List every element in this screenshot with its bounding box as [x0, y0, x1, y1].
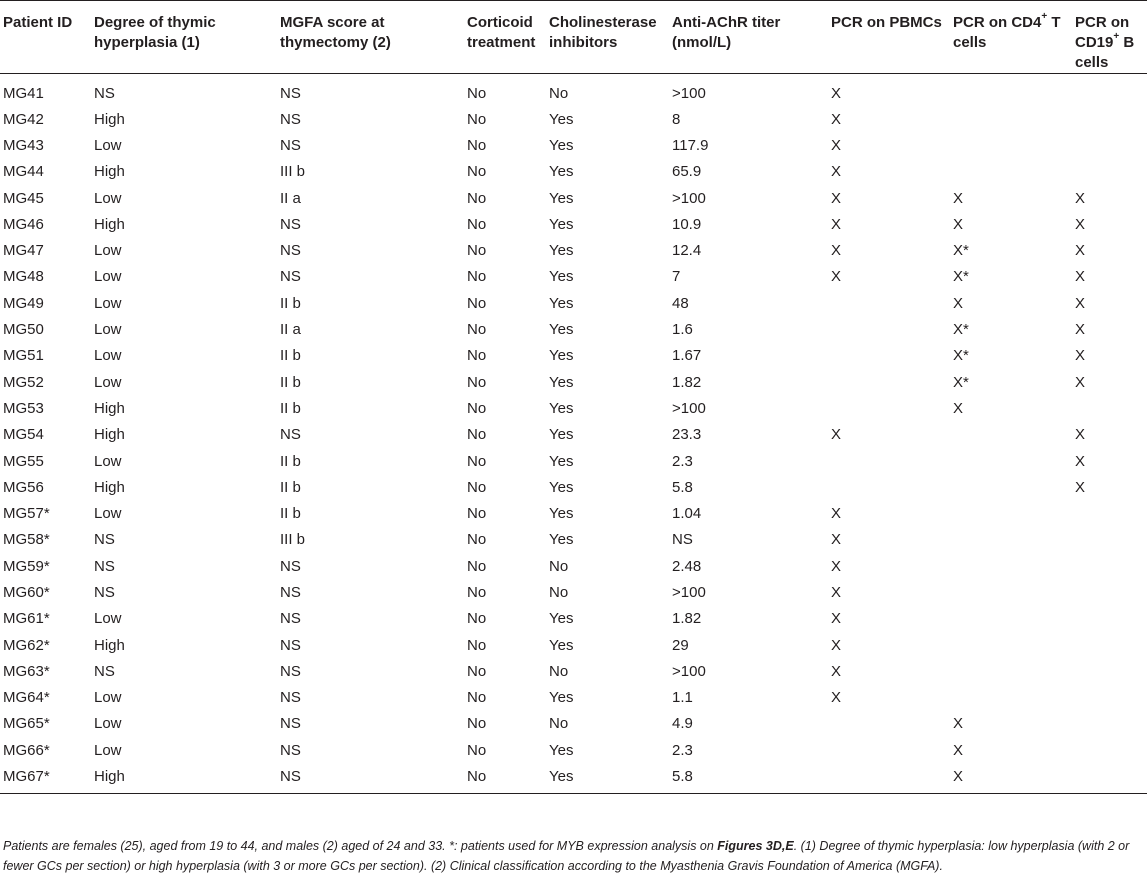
- cell-thymic-hyperplasia: Low: [94, 347, 122, 365]
- cell-pcr-cd4: [950, 632, 1072, 658]
- cell-corticoid: No: [467, 557, 487, 575]
- cell-thymic-hyperplasia: NS: [94, 583, 115, 601]
- cell-pcr-cd19: [1072, 659, 1147, 685]
- cell-corticoid: No: [467, 610, 487, 628]
- cell-mgfa-score: II b: [280, 505, 301, 523]
- footnote-text-continued: . (1) Degree of thymic hyperplasia: low hyperplasia (with 2 or fewer GCs per section) or high hyperplasia (with 3 or more GCs per section). (2) Clinical classification according to the Myasthenia Gravis Foundation of America (MGFA).: [3, 838, 1130, 873]
- cell-patient-id: MG58*: [3, 531, 50, 549]
- cell-anti-achr-titer: 12.4: [672, 242, 702, 260]
- col-header-cholinesterase: Cholinesterase inhibitors: [546, 1, 669, 74]
- cell-thymic-hyperplasia: High: [94, 163, 125, 181]
- cell-mgfa-score: NS: [280, 583, 301, 601]
- table-row: [0, 264, 1147, 290]
- cell-patient-id: MG48: [3, 268, 44, 286]
- cell-cholinesterase: Yes: [549, 242, 574, 260]
- cell-mgfa-score: II a: [280, 321, 301, 339]
- cell-patient-id: MG54: [3, 426, 44, 444]
- figure-reference: Figures 3D,E: [717, 838, 794, 853]
- table-row: [0, 580, 1147, 606]
- cell-pcr-pbmcs: X: [831, 136, 842, 154]
- cell-cholinesterase: Yes: [549, 294, 574, 312]
- cell-pcr-cd4: [950, 501, 1072, 527]
- cell-anti-achr-titer: 1.67: [672, 347, 702, 365]
- col-header-pcr-pbmcs: PCR on PBMCs: [828, 1, 950, 74]
- cell-anti-achr-titer: 5.8: [672, 478, 693, 496]
- cell-patient-id: MG57*: [3, 505, 50, 523]
- cell-anti-achr-titer: 1.04: [672, 505, 702, 523]
- cell-mgfa-score: II b: [280, 452, 301, 470]
- cell-pcr-cd19: [1072, 685, 1147, 711]
- table-body: [0, 74, 1147, 794]
- cell-patient-id: MG62*: [3, 636, 50, 654]
- cell-patient-id: MG65*: [3, 715, 50, 733]
- cell-anti-achr-titer: 1.82: [672, 373, 702, 391]
- cell-thymic-hyperplasia: Low: [94, 294, 122, 312]
- cell-corticoid: No: [467, 215, 487, 233]
- cell-corticoid: No: [467, 373, 487, 391]
- cell-anti-achr-titer: 1.6: [672, 321, 693, 339]
- cell-pcr-pbmcs: [828, 711, 950, 737]
- cell-cholinesterase: Yes: [546, 764, 669, 794]
- cell-pcr-pbmcs: [828, 738, 950, 764]
- cell-mgfa-score: NS: [277, 764, 464, 794]
- cell-anti-achr-titer: 5.8: [669, 764, 828, 794]
- cell-thymic-hyperplasia: Low: [94, 715, 122, 733]
- col-header-pcr-cd19: [1072, 1, 1147, 74]
- cell-anti-achr-titer: 23.3: [672, 426, 702, 444]
- cd19-label: PCR on CD19: [1075, 14, 1130, 51]
- cell-patient-id: MG43: [3, 136, 44, 154]
- cell-anti-achr-titer: >100: [672, 84, 706, 102]
- cell-corticoid: No: [467, 452, 487, 470]
- table-row: [0, 554, 1147, 580]
- cell-pcr-pbmcs: X: [831, 505, 842, 523]
- cell-anti-achr-titer: 65.9: [672, 163, 702, 181]
- cell-patient-id: MG50: [3, 321, 44, 339]
- cell-pcr-cd19: [1072, 711, 1147, 737]
- cell-thymic-hyperplasia: Low: [94, 242, 122, 260]
- table-row: [0, 764, 1147, 794]
- cell-cholinesterase: Yes: [549, 452, 574, 470]
- cell-pcr-pbmcs: X: [831, 531, 842, 549]
- cell-pcr-cd19: [1072, 580, 1147, 606]
- cell-patient-id: MG49: [3, 294, 44, 312]
- cell-anti-achr-titer: 1.82: [672, 610, 702, 628]
- cell-pcr-cd19: X: [1075, 452, 1086, 470]
- cell-cholinesterase: Yes: [549, 478, 574, 496]
- cell-pcr-cd4: [950, 475, 1072, 501]
- cell-corticoid: No: [467, 268, 487, 286]
- cell-pcr-cd19: X: [1075, 321, 1086, 339]
- cell-cholinesterase: Yes: [549, 399, 574, 417]
- cell-thymic-hyperplasia: High: [94, 399, 125, 417]
- cell-cholinesterase: Yes: [549, 531, 574, 549]
- cell-patient-id: MG53: [3, 399, 44, 417]
- cell-thymic-hyperplasia: Low: [94, 268, 122, 286]
- table-row: [0, 369, 1147, 395]
- cell-patient-id: MG44: [3, 163, 44, 181]
- col-header-thymic-hyperplasia: Degree of thymic hyperplasia (1): [91, 1, 277, 74]
- cell-pcr-cd19: [1072, 501, 1147, 527]
- cell-pcr-pbmcs: [828, 475, 950, 501]
- cell-mgfa-score: NS: [280, 136, 301, 154]
- table-row: [0, 396, 1147, 422]
- cell-pcr-pbmcs: X: [831, 583, 842, 601]
- cell-pcr-pbmcs: X: [831, 662, 842, 680]
- cell-corticoid: No: [467, 347, 487, 365]
- cell-anti-achr-titer: 48: [672, 294, 689, 312]
- cell-cholinesterase: Yes: [549, 426, 574, 444]
- cell-pcr-pbmcs: X: [831, 189, 842, 207]
- cell-anti-achr-titer: NS: [672, 531, 693, 549]
- cell-pcr-cd19: X: [1075, 294, 1086, 312]
- cell-cholinesterase: No: [549, 715, 569, 733]
- cell-mgfa-score: NS: [280, 689, 301, 707]
- cell-pcr-cd4: [950, 527, 1072, 553]
- cell-anti-achr-titer: >100: [672, 399, 706, 417]
- cell-patient-id: MG47: [3, 242, 44, 260]
- cell-pcr-cd4: X*: [953, 321, 969, 339]
- cell-patient-id: MG55: [3, 452, 44, 470]
- cell-pcr-pbmcs: X: [831, 426, 842, 444]
- cell-corticoid: No: [467, 163, 487, 181]
- table-row: [0, 133, 1147, 159]
- cell-pcr-cd19: [1072, 764, 1147, 794]
- cell-patient-id: MG46: [3, 215, 44, 233]
- cell-pcr-pbmcs: [828, 764, 950, 794]
- cell-mgfa-score: II b: [280, 294, 301, 312]
- cell-corticoid: No: [467, 426, 487, 444]
- cell-pcr-pbmcs: [828, 448, 950, 474]
- cell-pcr-pbmcs: [828, 343, 950, 369]
- cell-thymic-hyperplasia: High: [94, 636, 125, 654]
- cell-thymic-hyperplasia: NS: [94, 557, 115, 575]
- cell-cholinesterase: Yes: [549, 163, 574, 181]
- cell-mgfa-score: NS: [280, 242, 301, 260]
- cell-cholinesterase: Yes: [549, 347, 574, 365]
- cell-thymic-hyperplasia: Low: [94, 452, 122, 470]
- cell-thymic-hyperplasia: NS: [94, 84, 115, 102]
- cell-pcr-cd19: [1072, 159, 1147, 185]
- cell-pcr-cd4: [950, 554, 1072, 580]
- cell-pcr-cd19: X: [1075, 373, 1086, 391]
- table-row: [0, 317, 1147, 343]
- cell-corticoid: No: [467, 321, 487, 339]
- table-row: [0, 685, 1147, 711]
- cell-corticoid: No: [467, 110, 487, 128]
- cell-mgfa-score: II b: [280, 373, 301, 391]
- cell-pcr-pbmcs: [828, 369, 950, 395]
- cell-corticoid: No: [467, 478, 487, 496]
- cell-pcr-cd4: [950, 107, 1072, 133]
- cell-thymic-hyperplasia: NS: [94, 531, 115, 549]
- table-row: [0, 527, 1147, 553]
- table-row: [0, 606, 1147, 632]
- table-row: [0, 501, 1147, 527]
- cell-corticoid: No: [467, 505, 487, 523]
- cell-corticoid: No: [467, 636, 487, 654]
- cell-pcr-cd19: [1072, 554, 1147, 580]
- cell-anti-achr-titer: 2.3: [672, 741, 693, 759]
- cell-anti-achr-titer: 8: [672, 110, 681, 128]
- cell-pcr-cd4: X*: [953, 268, 969, 286]
- cell-mgfa-score: NS: [280, 636, 301, 654]
- cell-mgfa-score: II b: [280, 347, 301, 365]
- cell-mgfa-score: NS: [280, 557, 301, 575]
- cell-pcr-cd19: [1072, 74, 1147, 107]
- cd4-label: PCR on CD4: [953, 14, 1042, 31]
- cell-cholinesterase: Yes: [549, 689, 574, 707]
- table-row: [0, 448, 1147, 474]
- cell-pcr-pbmcs: X: [831, 163, 842, 181]
- cell-thymic-hyperplasia: Low: [94, 189, 122, 207]
- cell-pcr-cd4: [950, 448, 1072, 474]
- cell-cholinesterase: Yes: [549, 136, 574, 154]
- cell-mgfa-score: NS: [280, 268, 301, 286]
- cell-pcr-cd4: X: [950, 764, 1072, 794]
- cell-corticoid: No: [467, 242, 487, 260]
- cell-pcr-cd4: [950, 659, 1072, 685]
- cell-thymic-hyperplasia: NS: [94, 662, 115, 680]
- cell-pcr-pbmcs: [828, 317, 950, 343]
- cell-mgfa-score: III b: [280, 163, 306, 181]
- cd4-superscript: +: [1041, 11, 1048, 22]
- cell-corticoid: No: [467, 689, 487, 707]
- col-header-corticoid: Corticoid treatment: [464, 1, 546, 74]
- cell-thymic-hyperplasia: Low: [94, 689, 122, 707]
- cell-mgfa-score: III b: [280, 531, 306, 549]
- table-row: [0, 711, 1147, 737]
- cell-anti-achr-titer: 4.9: [672, 715, 693, 733]
- table-footnote: [3, 836, 1143, 876]
- cell-pcr-pbmcs: X: [831, 268, 842, 286]
- cell-pcr-cd19: [1072, 107, 1147, 133]
- cell-thymic-hyperplasia: High: [94, 478, 125, 496]
- cell-corticoid: No: [464, 764, 546, 794]
- cell-mgfa-score: NS: [280, 610, 301, 628]
- header-row: [0, 1, 1147, 74]
- cell-corticoid: No: [467, 189, 487, 207]
- cell-patient-id: MG45: [3, 189, 44, 207]
- cell-anti-achr-titer: >100: [672, 662, 706, 680]
- cell-cholinesterase: No: [549, 662, 569, 680]
- cell-pcr-pbmcs: X: [831, 242, 842, 260]
- cell-pcr-cd19: X: [1075, 215, 1086, 233]
- cell-patient-id: MG60*: [3, 583, 50, 601]
- table-row: [0, 659, 1147, 685]
- cell-pcr-cd19: [1072, 396, 1147, 422]
- cell-pcr-pbmcs: [828, 291, 950, 317]
- cell-anti-achr-titer: 2.3: [672, 452, 693, 470]
- cell-thymic-hyperplasia: Low: [94, 505, 122, 523]
- cell-pcr-cd19: [1072, 738, 1147, 764]
- table-row: [0, 475, 1147, 501]
- cell-pcr-cd19: X: [1075, 478, 1086, 496]
- cell-pcr-pbmcs: X: [831, 110, 842, 128]
- cell-patient-id: MG59*: [3, 557, 50, 575]
- cell-cholinesterase: Yes: [549, 321, 574, 339]
- cell-pcr-cd4: X: [953, 741, 964, 759]
- cell-thymic-hyperplasia: Low: [94, 610, 122, 628]
- cell-pcr-cd4: X*: [953, 347, 969, 365]
- col-header-anti-achr: Anti-AChR titer (nmol/L): [669, 1, 828, 74]
- cell-corticoid: No: [467, 741, 487, 759]
- cell-thymic-hyperplasia: High: [91, 764, 277, 794]
- cell-corticoid: No: [467, 136, 487, 154]
- cell-pcr-cd19: X: [1075, 189, 1086, 207]
- table-row: [0, 632, 1147, 658]
- cell-patient-id: MG66*: [3, 741, 50, 759]
- cd19-superscript: +: [1113, 31, 1120, 42]
- cell-cholinesterase: Yes: [549, 268, 574, 286]
- cell-pcr-pbmcs: X: [831, 557, 842, 575]
- cell-thymic-hyperplasia: High: [94, 215, 125, 233]
- cell-pcr-cd4: X: [953, 215, 964, 233]
- footnote-text: Patients are females (25), aged from 19 to 44, and males (2) aged of 24 and 33. *: patients used for MYB expression analysis on: [3, 838, 718, 853]
- table-row: [0, 291, 1147, 317]
- cell-corticoid: No: [467, 715, 487, 733]
- cell-mgfa-score: II a: [280, 189, 301, 207]
- cell-cholinesterase: Yes: [549, 741, 574, 759]
- cell-cholinesterase: Yes: [549, 110, 574, 128]
- cell-pcr-cd4: [950, 580, 1072, 606]
- col-header-pcr-cd4: [950, 1, 1072, 74]
- cell-mgfa-score: NS: [280, 715, 301, 733]
- cell-mgfa-score: NS: [280, 426, 301, 444]
- cell-cholinesterase: No: [549, 583, 569, 601]
- cell-patient-id: MG52: [3, 373, 44, 391]
- cell-patient-id: MG41: [3, 84, 44, 102]
- col-header-patient-id: Patient ID: [0, 1, 91, 74]
- cell-mgfa-score: NS: [280, 741, 301, 759]
- cell-pcr-cd19: X: [1075, 268, 1086, 286]
- cell-cholinesterase: Yes: [549, 505, 574, 523]
- cell-thymic-hyperplasia: High: [94, 426, 125, 444]
- cell-anti-achr-titer: 2.48: [672, 557, 702, 575]
- cell-patient-id: MG56: [3, 478, 44, 496]
- table-row: [0, 159, 1147, 185]
- cell-mgfa-score: II b: [280, 478, 301, 496]
- cell-pcr-cd4: X: [953, 715, 964, 733]
- cell-patient-id: MG63*: [3, 662, 50, 680]
- cell-pcr-cd4: X*: [953, 373, 969, 391]
- cell-pcr-pbmcs: X: [831, 610, 842, 628]
- cell-pcr-pbmcs: [828, 396, 950, 422]
- cell-pcr-cd19: X: [1075, 347, 1086, 365]
- cell-corticoid: No: [467, 662, 487, 680]
- cell-anti-achr-titer: >100: [672, 583, 706, 601]
- cell-patient-id: MG51: [3, 347, 44, 365]
- cell-cholinesterase: No: [549, 557, 569, 575]
- cell-cholinesterase: Yes: [549, 189, 574, 207]
- cell-pcr-cd4: [950, 74, 1072, 107]
- cell-pcr-cd4: [950, 685, 1072, 711]
- cell-mgfa-score: NS: [280, 110, 301, 128]
- cd4-label-suffix: T cells: [953, 14, 1061, 51]
- cell-pcr-cd4: [950, 133, 1072, 159]
- cell-anti-achr-titer: 10.9: [672, 215, 702, 233]
- cell-anti-achr-titer: 1.1: [672, 689, 693, 707]
- cell-pcr-cd19: X: [1075, 242, 1086, 260]
- cell-cholinesterase: No: [549, 84, 569, 102]
- cell-pcr-cd4: X*: [953, 242, 969, 260]
- cd19-label-suffix: B cells: [1075, 34, 1135, 71]
- cell-pcr-cd4: [950, 606, 1072, 632]
- cell-mgfa-score: NS: [280, 215, 301, 233]
- cell-corticoid: No: [467, 399, 487, 417]
- col-header-mgfa-score: MGFA score at thymectomy (2): [277, 1, 464, 74]
- cell-mgfa-score: NS: [280, 84, 301, 102]
- cell-mgfa-score: NS: [280, 662, 301, 680]
- cell-patient-id: MG67*: [0, 764, 91, 794]
- cell-patient-id: MG64*: [3, 689, 50, 707]
- cell-cholinesterase: Yes: [549, 636, 574, 654]
- cell-pcr-pbmcs: X: [831, 689, 842, 707]
- cell-thymic-hyperplasia: Low: [94, 321, 122, 339]
- cell-corticoid: No: [467, 84, 487, 102]
- cell-cholinesterase: Yes: [549, 373, 574, 391]
- cell-pcr-cd19: [1072, 527, 1147, 553]
- cell-corticoid: No: [467, 294, 487, 312]
- cell-pcr-pbmcs: X: [831, 636, 842, 654]
- cell-pcr-cd19: X: [1075, 426, 1086, 444]
- cell-pcr-cd4: [950, 159, 1072, 185]
- cell-pcr-cd4: X: [953, 294, 964, 312]
- cell-pcr-cd4: X: [953, 189, 964, 207]
- cell-corticoid: No: [467, 531, 487, 549]
- cell-anti-achr-titer: >100: [672, 189, 706, 207]
- cell-thymic-hyperplasia: Low: [94, 741, 122, 759]
- cell-anti-achr-titer: 117.9: [672, 136, 709, 154]
- table-row: [0, 107, 1147, 133]
- cell-thymic-hyperplasia: Low: [94, 136, 122, 154]
- cell-pcr-cd19: [1072, 632, 1147, 658]
- table-row: [0, 343, 1147, 369]
- table-row: [0, 74, 1147, 107]
- cell-pcr-cd19: [1072, 133, 1147, 159]
- cell-cholinesterase: Yes: [549, 610, 574, 628]
- cell-pcr-cd19: [1072, 606, 1147, 632]
- table-row: [0, 422, 1147, 448]
- cell-pcr-pbmcs: X: [831, 84, 842, 102]
- cell-pcr-cd4: X: [953, 399, 964, 417]
- cell-thymic-hyperplasia: High: [94, 110, 125, 128]
- cell-anti-achr-titer: 29: [672, 636, 689, 654]
- cell-thymic-hyperplasia: Low: [94, 373, 122, 391]
- table-row: [0, 738, 1147, 764]
- table-row: [0, 238, 1147, 264]
- cell-mgfa-score: II b: [280, 399, 301, 417]
- cell-corticoid: No: [467, 583, 487, 601]
- cell-cholinesterase: Yes: [549, 215, 574, 233]
- table-row: [0, 212, 1147, 238]
- table-row: [0, 185, 1147, 211]
- cell-anti-achr-titer: 7: [672, 268, 681, 286]
- cell-patient-id: MG61*: [3, 610, 50, 628]
- cell-patient-id: MG42: [3, 110, 44, 128]
- cell-pcr-cd4: [950, 422, 1072, 448]
- cell-pcr-pbmcs: X: [831, 215, 842, 233]
